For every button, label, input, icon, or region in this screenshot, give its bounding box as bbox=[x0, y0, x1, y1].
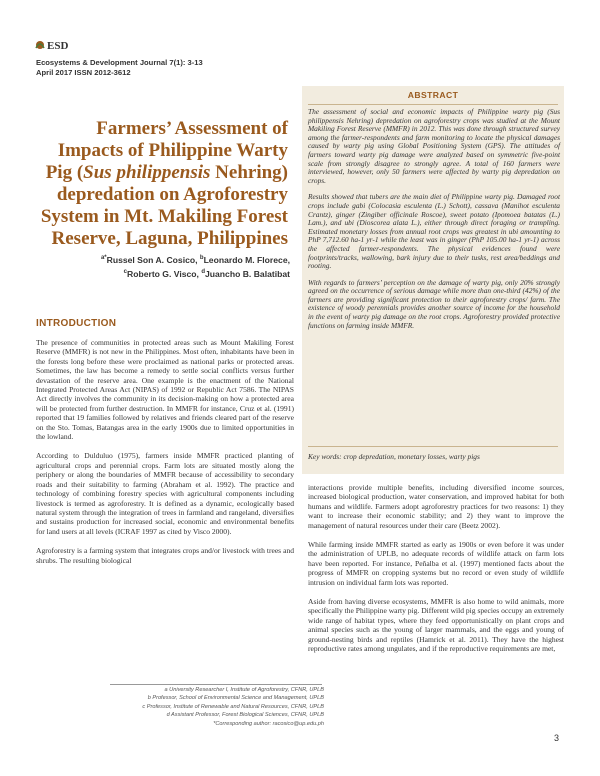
author-2: Leonardo M. Florece, bbox=[203, 254, 290, 265]
footnotes bbox=[40, 686, 324, 728]
author-list: $^{a*}$Russel Son A. Cosico, $^b$Leonardo M. Florece, $^c$Roberto G. Visco, $^d$Juancho B. Balatibat bbox=[100, 254, 290, 279]
abstract-paragraph-2: Results showed that tubers are the main diet of Philippine warty pig. Damaged root crops include gabi (Colocasia esculenta (L.) Schott), cassava (Manihot esculenta Crantz), ginger (Zingiber officinale Roscoe), sweet potato (Ipomoea batatas (L.) Lam.), and ubi (Dioscorea alata L.), either through direct foraging or trampling. Estimated monetary losses from annual root crops was greatest in ubi amounting to PhP 7,712.60 ha-1 yr-1 while the least was in ginger (PhP 105.00 ha-1 yr-1) across the affected farmer-respondents. The physical evidences found were footprints/tracks, wallowing, bark injury due to their tusks, rest area/beddings and rooting. bbox=[308, 192, 560, 271]
footnote-4: d Assistant Professor, Forest Biological Sciences, CFNR, UPLB bbox=[166, 712, 324, 719]
journal-logo bbox=[34, 36, 78, 54]
introduction-heading: INTRODUCTION bbox=[36, 318, 117, 329]
footnote-5: *Corresponding author: racosico@up.edu.ph bbox=[213, 720, 324, 727]
footnote-2: b Professor, School of Environmental Science and Management, UPLB bbox=[147, 695, 324, 702]
journal-name: Ecosystems & Development Journal 7(1): 3-13 bbox=[36, 58, 203, 67]
keywords-divider bbox=[308, 446, 558, 447]
footnote-divider bbox=[110, 684, 322, 685]
journal-info bbox=[36, 58, 203, 78]
footnote-3: c Professor, Institute of Renewable and Natural Resources, CFNR, UPLB bbox=[142, 703, 324, 710]
abstract-text bbox=[308, 108, 560, 338]
intro-paragraph-1: The presence of communities in protected areas such as Mount Makiling Forest Reserve (MMFR) is not new in the Philippines. Most often, inhabitants have been in the forests long before these were proclaimed as national parks or protected areas. Sometimes, the law has become a remedy to settle social conflicts versus further devastation of the reserve area. One example is the enactment of the National Integrated Protected Areas Act (NIPAS) of 1992 or Republic Act 7586. The NIPAS Act directly involves the community in its decision-making on how a protected area will be protected from further destruction. In MMFR for instance, Cruz et al. (1991) reported that 19 families followed by relatives and friends cleared part of the reserve on the Sto. Tomas, Batangas area in the early 1900s due to limited opportunities in the lowland. bbox=[36, 338, 294, 442]
intro-paragraph-4: interactions provide multiple benefits, including diversified income sources, increased biological production, water conservation, and improved habitat for both humans and wildlife. Farmers adopt agroforestry practices for two reasons: 1) they want to increase their economic stability; and 2) they want to improve the management of natural resources under their care (Beetz 2002). bbox=[308, 483, 564, 530]
logo-icon bbox=[34, 36, 78, 54]
left-column bbox=[36, 338, 294, 575]
author-1: Russel Son A. Cosico, bbox=[106, 254, 200, 265]
paper-title: Farmers’ Assessment of Impacts of Philippine Warty Pig (Sus philippensis Nehring) depredation on Agroforestry System in Mt. Makiling Forest Reserve, Laguna, Philippines bbox=[40, 118, 288, 249]
logo-text: ESD bbox=[47, 40, 69, 52]
intro-paragraph-5: While farming inside MMFR started as early as 1900s or even before it was under the administration of UPLB, no adequate records of wildlife attack on farm lots have been reported. For instance, Peñalba et al. (1997) mentioned facts about the progress of MMFR on cropping systems but no record or even study of wildlife intrusion on individual farm lots was reported. bbox=[308, 540, 564, 587]
abstract-divider bbox=[308, 104, 558, 105]
issue-line: April 2017 ISSN 2012-3612 bbox=[36, 68, 131, 77]
intro-paragraph-6: Aside from having diverse ecosystems, MMFR is also home to wild animals, more specifically the Philippine warty pig. Different wild pig species occupy an extremely wide range of habitat types, where they feed opportunistically on plant crops and animal species such as the young of larger mammals, and the eggs and young of ground-nesting birds and reptiles (Hamrick et al. 2011). They have the highest reproductive rates among ungulates, and if the reproductive requirements are met, bbox=[308, 597, 564, 654]
keywords: Key words: crop depredation, monetary losses, warty pigs bbox=[308, 452, 480, 461]
right-column bbox=[308, 483, 564, 664]
author-3: Roberto G. Visco, bbox=[126, 268, 202, 279]
intro-paragraph-2: According to Dulduluo (1975), farmers inside MMFR practiced planting of agricultural crops and perennial crops. Farm lots are situated mostly along the periphery or along the boundaries of MMFR because of accessibility to secondary roads and their suitability to farming (Abraham et al. 1992). The practice and technology of combining forestry species with agricultural components including livestock is termed as agroforestry. It is defined as a dynamic, ecologically based natural system through the integration of trees in farmland and rangeland, diversifies and sustains production for increased social, economic and environmental benefits for land users at all levels (ICRAF 1997 as cited by Visco 2000). bbox=[36, 451, 294, 536]
abstract-heading: ABSTRACT bbox=[407, 90, 459, 100]
abstract-paragraph-3: With regards to farmers’ perception on the damage of warty pig, only 20% strongly agreed on the occurrence of serious damage while more than one-third (42%) of the farmers are providing significant protection to their agroforestry crops/ farm. The existence of woody perennials provides another source of income for the household in the event of warty pig damage on the root crops. Agroforestry provided protective functions on farming inside MMFR. bbox=[308, 277, 560, 330]
intro-paragraph-3: Agroforestry is a farming system that integrates crops and/or livestock with trees and shrubs. The resulting biological bbox=[36, 546, 294, 565]
abstract-paragraph-1: The assessment of social and economic impacts of Philippine warty pig (Sus philippensis Nehring) depredation on agroforestry crops was studied at the Mount Makiling Forest Reserve (MMFR) in 2012. This was done through structured survey among the farmer-respondents and farm monitoring to locate the physical damages caused by warty pig using Global Positioning System (GPS). The attitudes of farmers toward warty pig damage were analyzed based on symmetric five-point scale from strongly disagree to strongly agree. A total of 160 farmers were interviewed, however, only 50 farmers were affected by warty pig depredation on crops. bbox=[308, 107, 560, 185]
page-number: 3 bbox=[554, 733, 560, 743]
author-4: Juancho B. Balatibat bbox=[205, 268, 290, 279]
footnote-1: a University Researcher I, Institute of Agroforestry, CFNR, UPLB bbox=[164, 687, 324, 693]
